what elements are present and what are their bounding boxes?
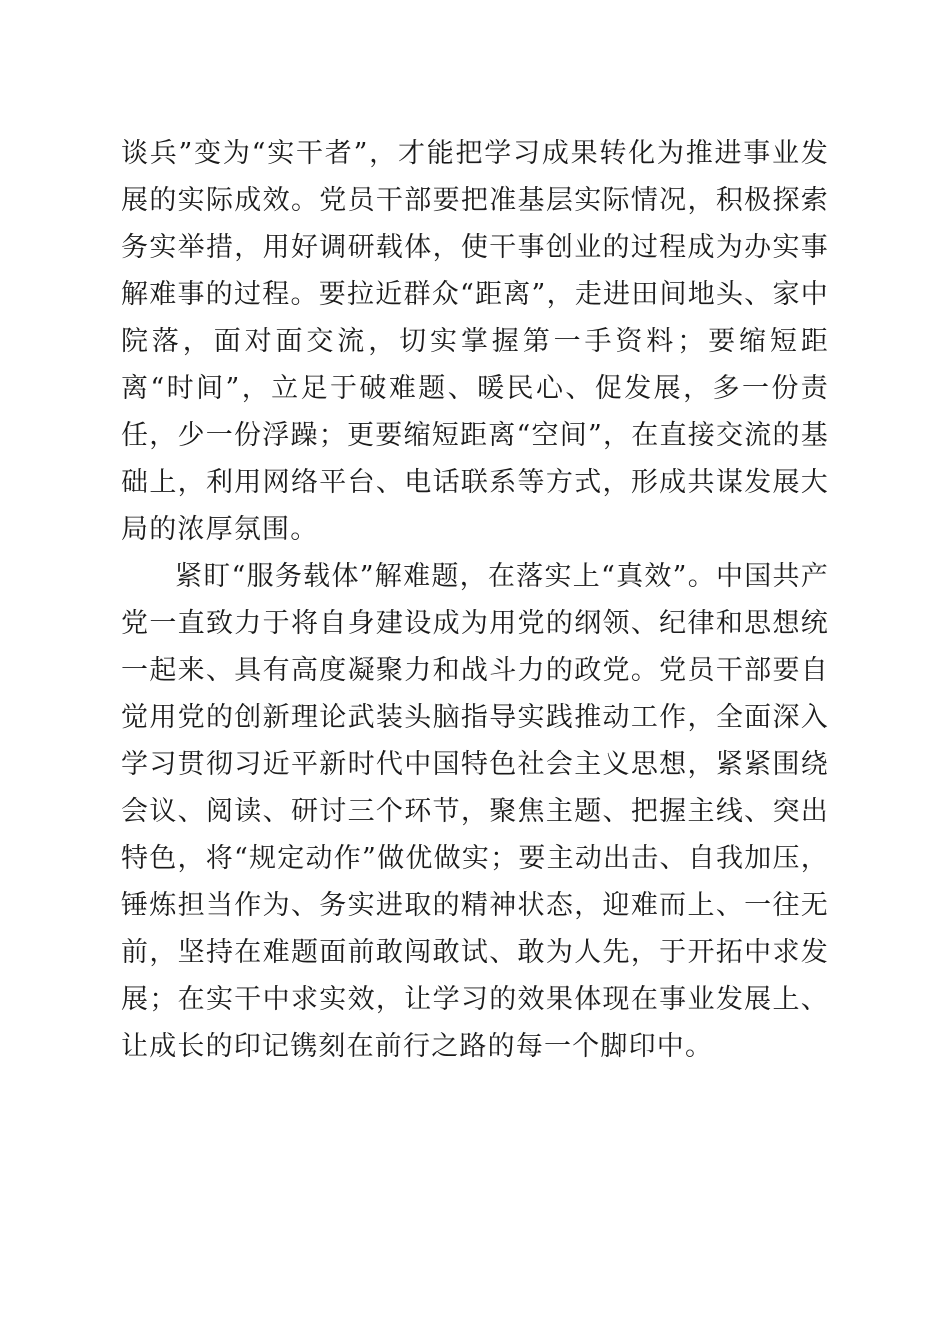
paragraph-service-carrier: 紧盯“服务载体”解难题，在落实上“真效”。中国共产党一直致力于将自身建设成为用党的纲领、纪律和思想统一起来、具有高度凝聚力和战斗力的政党。党员干部要自觉用党的创新理论武装头脑指导实践推动工作，全面深入学习贯彻习近平新时代中国特色社会主义思想，紧紧围绕会议、阅读、研讨三个环节，聚焦主题、把握主线、突出特色，将“规定动作”做优做实；要主动出击、自我加压，锤炼担当作为、务实进取的精神状态，迎难而上、一往无前，坚持在难题面前敢闯敢试、敢为人先，于开拓中求发展；在实干中求实效，让学习的效果体现在事业发展上、让成长的印记镌刻在前行之路的每一个脚印中。: [121, 561, 829, 1062]
paragraph-continuation: 谈兵”变为“实干者”，才能把学习成果转化为推进事业发展的实际成效。党员干部要把准基层实际情况，积极探索务实举措，用好调研载体，使干事创业的过程成为办实事解难事的过程。要拉近群众“距离”，走进田间地头、家中院落，面对面交流，切实掌握第一手资料；要缩短距离“时间”，立足于破难题、暖民心、促发展，多一份责任，少一份浮躁；更要缩短距离“空间”，在直接交流的基础上，利用网络平台、电话联系等方式，形成共谋发展大局的浓厚氛围。: [121, 138, 829, 545]
document-body: [121, 130, 829, 1070]
